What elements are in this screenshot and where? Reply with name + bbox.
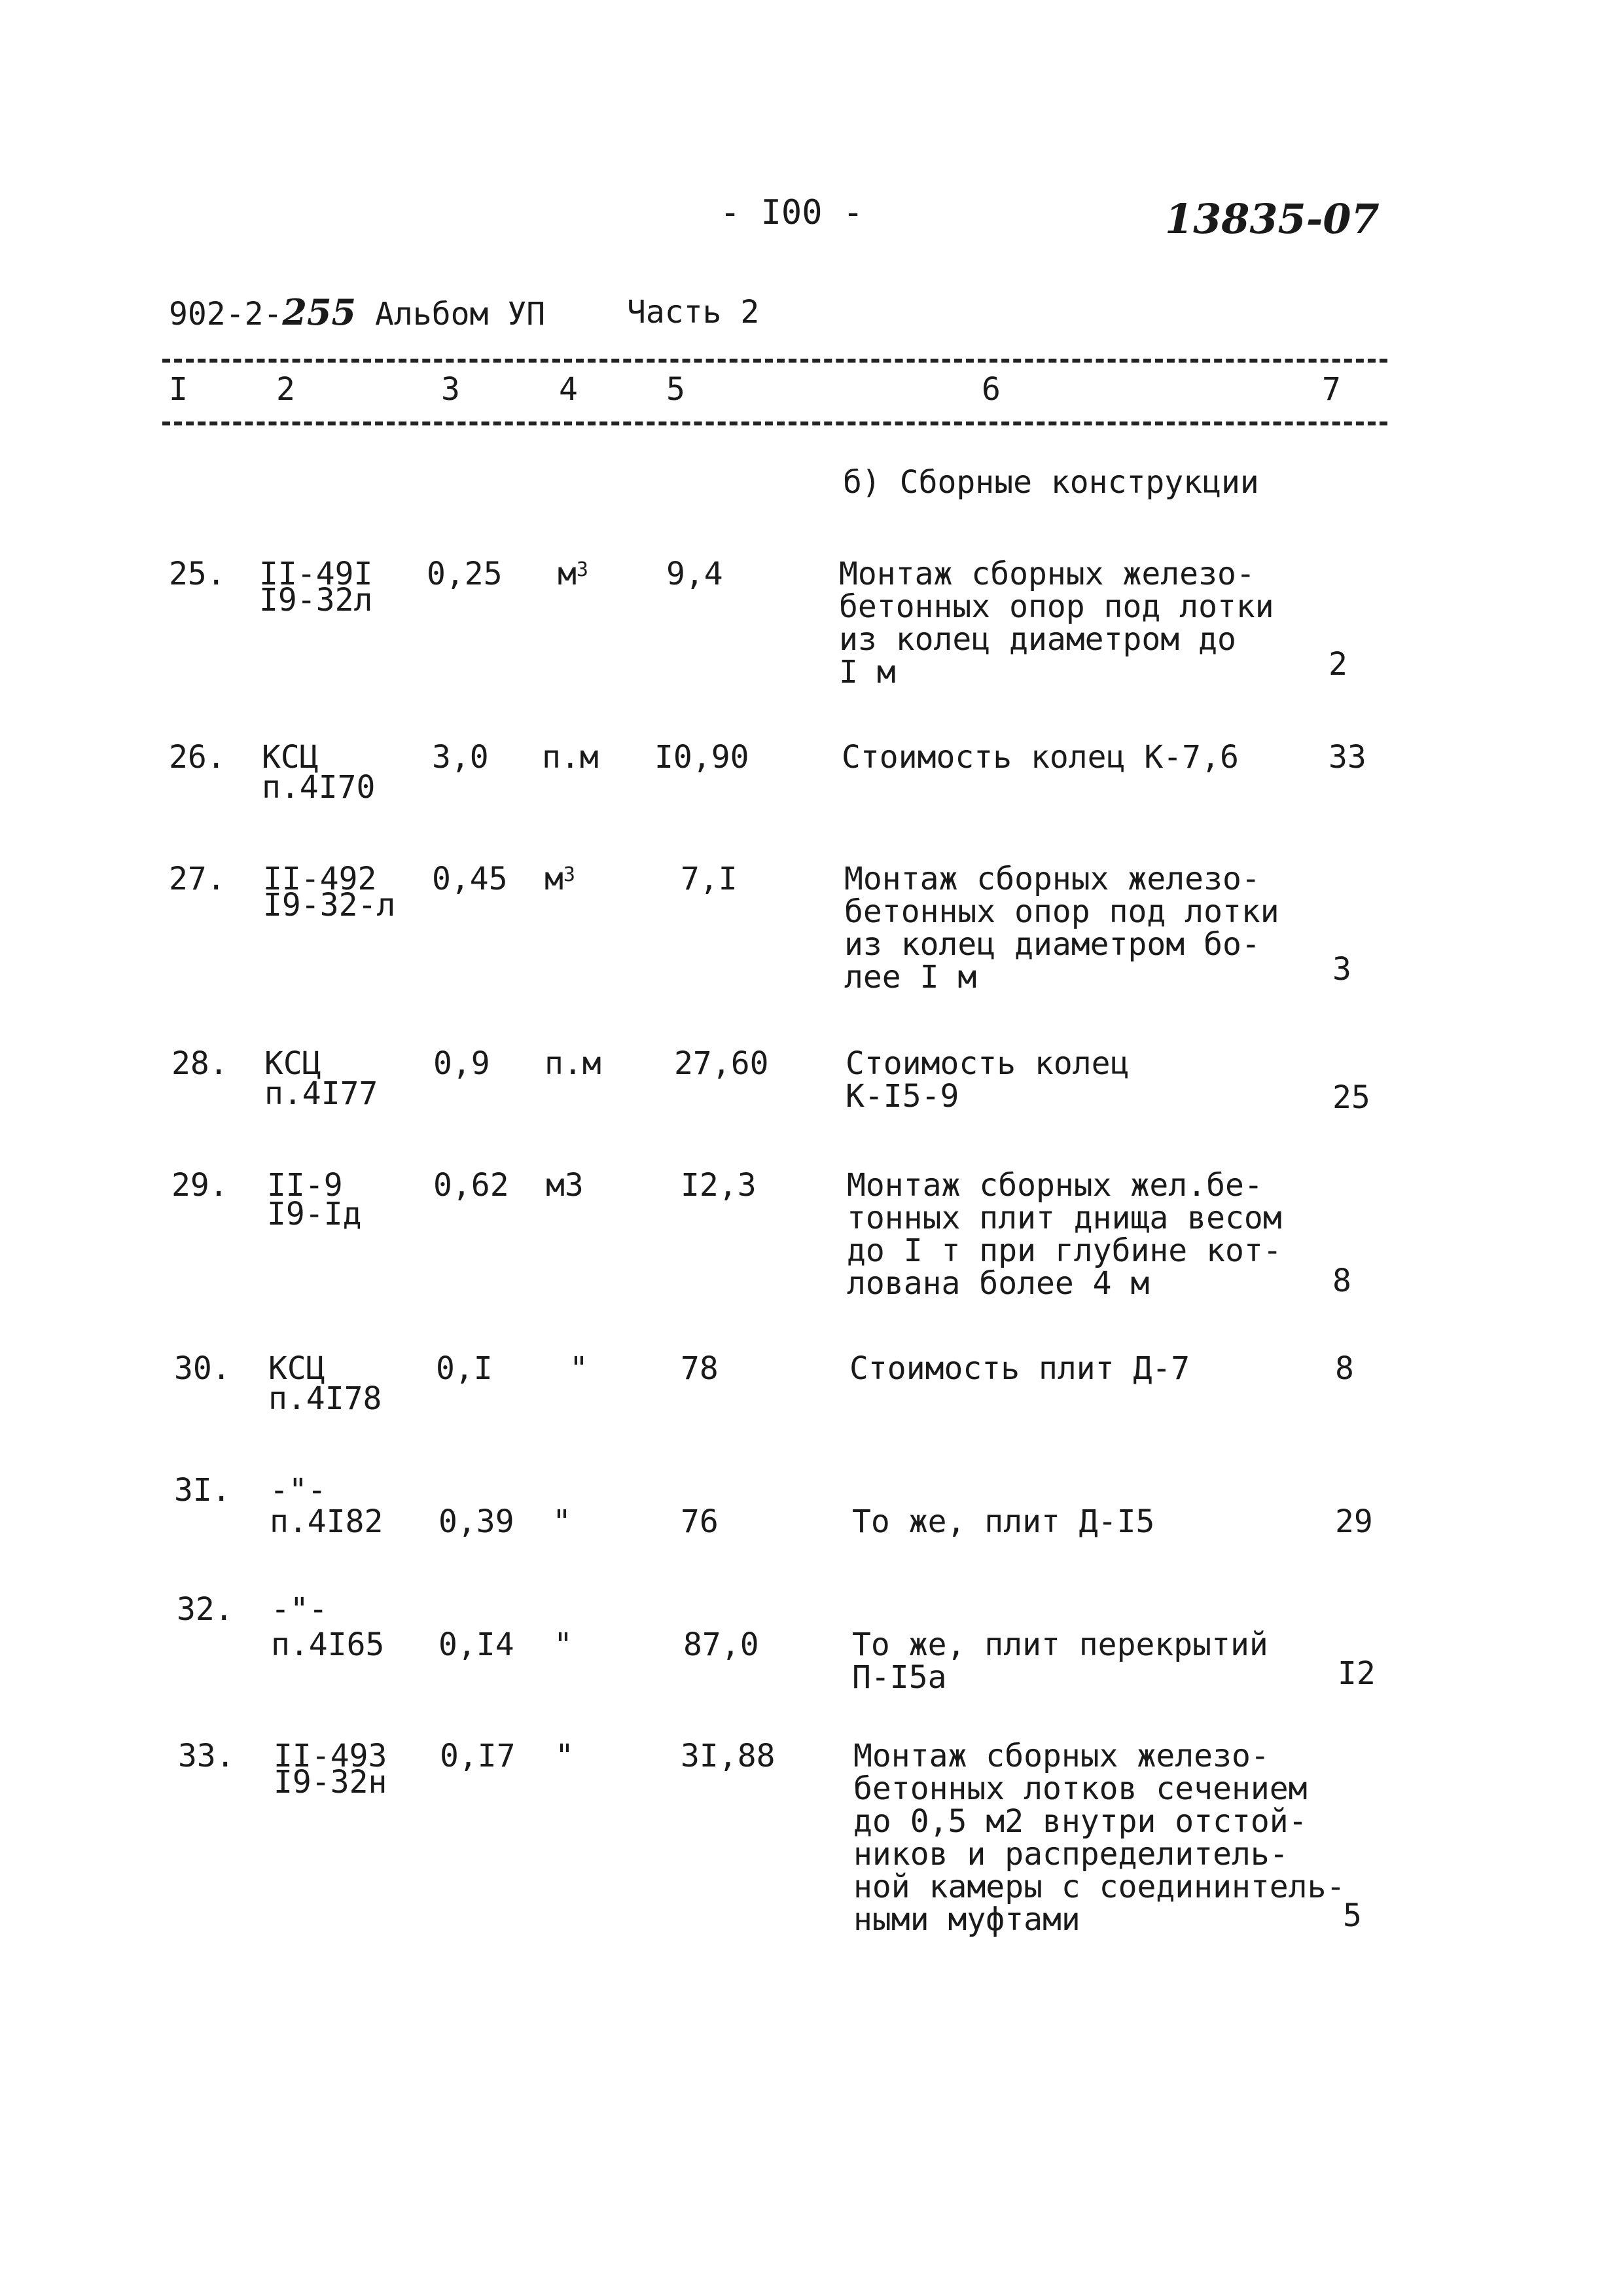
album-label: Альбом УП: [375, 296, 546, 332]
row-unit: [544, 1047, 601, 1080]
col-header-5: 5: [666, 371, 685, 408]
row-description: Стоимость колец К-I5-9: [846, 1045, 1130, 1115]
page-number: - I00 -: [720, 193, 864, 232]
row-description: То же, плит перекрытий П-I5а: [852, 1626, 1268, 1696]
row-price: I0,90: [654, 739, 749, 776]
row-quantity: 0,39: [438, 1503, 514, 1540]
unit-text: ": [569, 1350, 588, 1387]
row-col7: I2: [1338, 1655, 1376, 1692]
row-quantity: 0,9: [433, 1045, 490, 1082]
unit-superscript: 3: [576, 558, 588, 581]
row-price: I2,3: [681, 1167, 757, 1204]
row-number: 29.: [171, 1167, 228, 1204]
header-rule-top: [162, 359, 1387, 363]
unit-text: м: [558, 556, 577, 592]
row-unit: [558, 558, 588, 590]
row-col7: 8: [1335, 1350, 1354, 1387]
row-col7: 25: [1332, 1079, 1370, 1116]
row-unit: [552, 1505, 571, 1538]
row-col7: 29: [1335, 1503, 1373, 1540]
row-quantity: 0,62: [433, 1167, 509, 1204]
row-number: 25.: [169, 556, 226, 592]
row-col7: 8: [1332, 1263, 1351, 1299]
row-price: 7,I: [681, 861, 738, 897]
row-number: 30.: [174, 1350, 231, 1387]
unit-text: п.м: [542, 739, 599, 776]
unit-text: п.м: [544, 1045, 601, 1082]
unit-text: м3: [546, 1167, 584, 1204]
row-code-line2: п.4I65: [271, 1626, 385, 1663]
unit-superscript: 3: [563, 863, 575, 886]
row-unit: [555, 1740, 574, 1772]
col-header-2: 2: [276, 371, 295, 408]
row-price: 78: [681, 1350, 719, 1387]
row-col7: 2: [1329, 646, 1347, 683]
doc-handwritten-number: 255: [282, 291, 357, 333]
row-code-line1: -"-: [270, 1472, 327, 1509]
row-unit: [542, 741, 599, 774]
document-header: [169, 291, 546, 333]
row-price: 3I,88: [681, 1738, 776, 1774]
row-code-line2: I9-32-л: [263, 887, 396, 924]
part-label: Часть 2: [627, 294, 760, 331]
row-unit: [544, 863, 575, 895]
row-number: 26.: [169, 739, 226, 776]
col-header-7: 7: [1322, 371, 1341, 408]
row-code-line1: II-492: [263, 861, 377, 897]
row-code-line2: п.4I82: [270, 1503, 383, 1540]
row-description: Монтаж сборных железо- бетонных лотков сечением до 0,5 м2 внутри отстой- ников и распределитель- ной камеры с соедининтель- ными муфтами: [853, 1738, 1346, 1938]
row-price: 9,4: [666, 556, 723, 592]
row-description: Стоимость колец К-7,6: [842, 739, 1239, 776]
row-code-line1: II-49I: [259, 556, 373, 592]
row-description: Монтаж сборных железо- бетонных опор под лотки из колец диаметром до I м: [839, 556, 1274, 691]
unit-text: ": [554, 1626, 573, 1663]
row-code-line1: КСЦ: [262, 739, 319, 776]
row-unit: [554, 1628, 573, 1661]
row-description: Стоимость плит Д-7: [849, 1350, 1190, 1387]
row-price: 76: [681, 1503, 719, 1540]
col-header-4: 4: [559, 371, 578, 408]
row-code-line2: п.4I77: [264, 1075, 378, 1112]
row-code-line1: КСЦ: [268, 1350, 325, 1387]
row-number: 27.: [169, 861, 226, 897]
section-title: б) Сборные конструкции: [843, 464, 1259, 501]
row-quantity: 0,I7: [440, 1738, 516, 1774]
row-quantity: 3,0: [432, 739, 489, 776]
col-header-6: 6: [982, 371, 1001, 408]
row-code-line1: -"-: [271, 1591, 328, 1628]
row-code-line1: II-9: [267, 1167, 343, 1204]
row-quantity: 0,45: [432, 861, 508, 897]
row-code-line2: I9-Iд: [267, 1196, 362, 1232]
unit-text: ": [552, 1503, 571, 1540]
doc-prefix: 902-2-: [169, 296, 283, 332]
row-price: 27,60: [674, 1045, 769, 1082]
row-number: 3I.: [174, 1472, 231, 1509]
handwritten-stamp: 13835-07: [1165, 195, 1380, 243]
row-price: 87,0: [683, 1626, 759, 1663]
row-description: То же, плит Д-I5: [852, 1503, 1155, 1540]
row-description: Монтаж сборных железо- бетонных опор под лотки из колец диаметром бо- лее I м: [844, 861, 1279, 996]
row-code-line2: I9-32н: [274, 1764, 387, 1801]
col-header-1: I: [169, 371, 188, 408]
row-number: 33.: [178, 1738, 235, 1774]
row-code-line2: I9-32л: [259, 582, 373, 619]
row-code-line2: п.4I70: [262, 769, 376, 806]
row-col7: 3: [1332, 951, 1351, 988]
header-rule-bottom: [162, 422, 1387, 425]
row-description: Монтаж сборных жел.бе- тонных плит днища весом до I т при глубине кот- лована более 4 м: [847, 1167, 1282, 1302]
row-number: 32.: [177, 1591, 234, 1628]
row-code-line1: II-493: [274, 1738, 387, 1774]
row-number: 28.: [171, 1045, 228, 1082]
row-col7: 33: [1329, 739, 1366, 776]
row-quantity: 0,I4: [438, 1626, 514, 1663]
row-code-line2: п.4I78: [268, 1380, 382, 1417]
row-quantity: 0,25: [427, 556, 503, 592]
row-unit: [569, 1352, 588, 1385]
unit-text: ": [555, 1738, 574, 1774]
row-code-line1: КСЦ: [264, 1045, 321, 1082]
row-unit: [546, 1169, 584, 1202]
row-col7: 5: [1343, 1897, 1362, 1934]
unit-text: м: [544, 861, 563, 897]
row-quantity: 0,I: [436, 1350, 493, 1387]
col-header-3: 3: [441, 371, 460, 408]
